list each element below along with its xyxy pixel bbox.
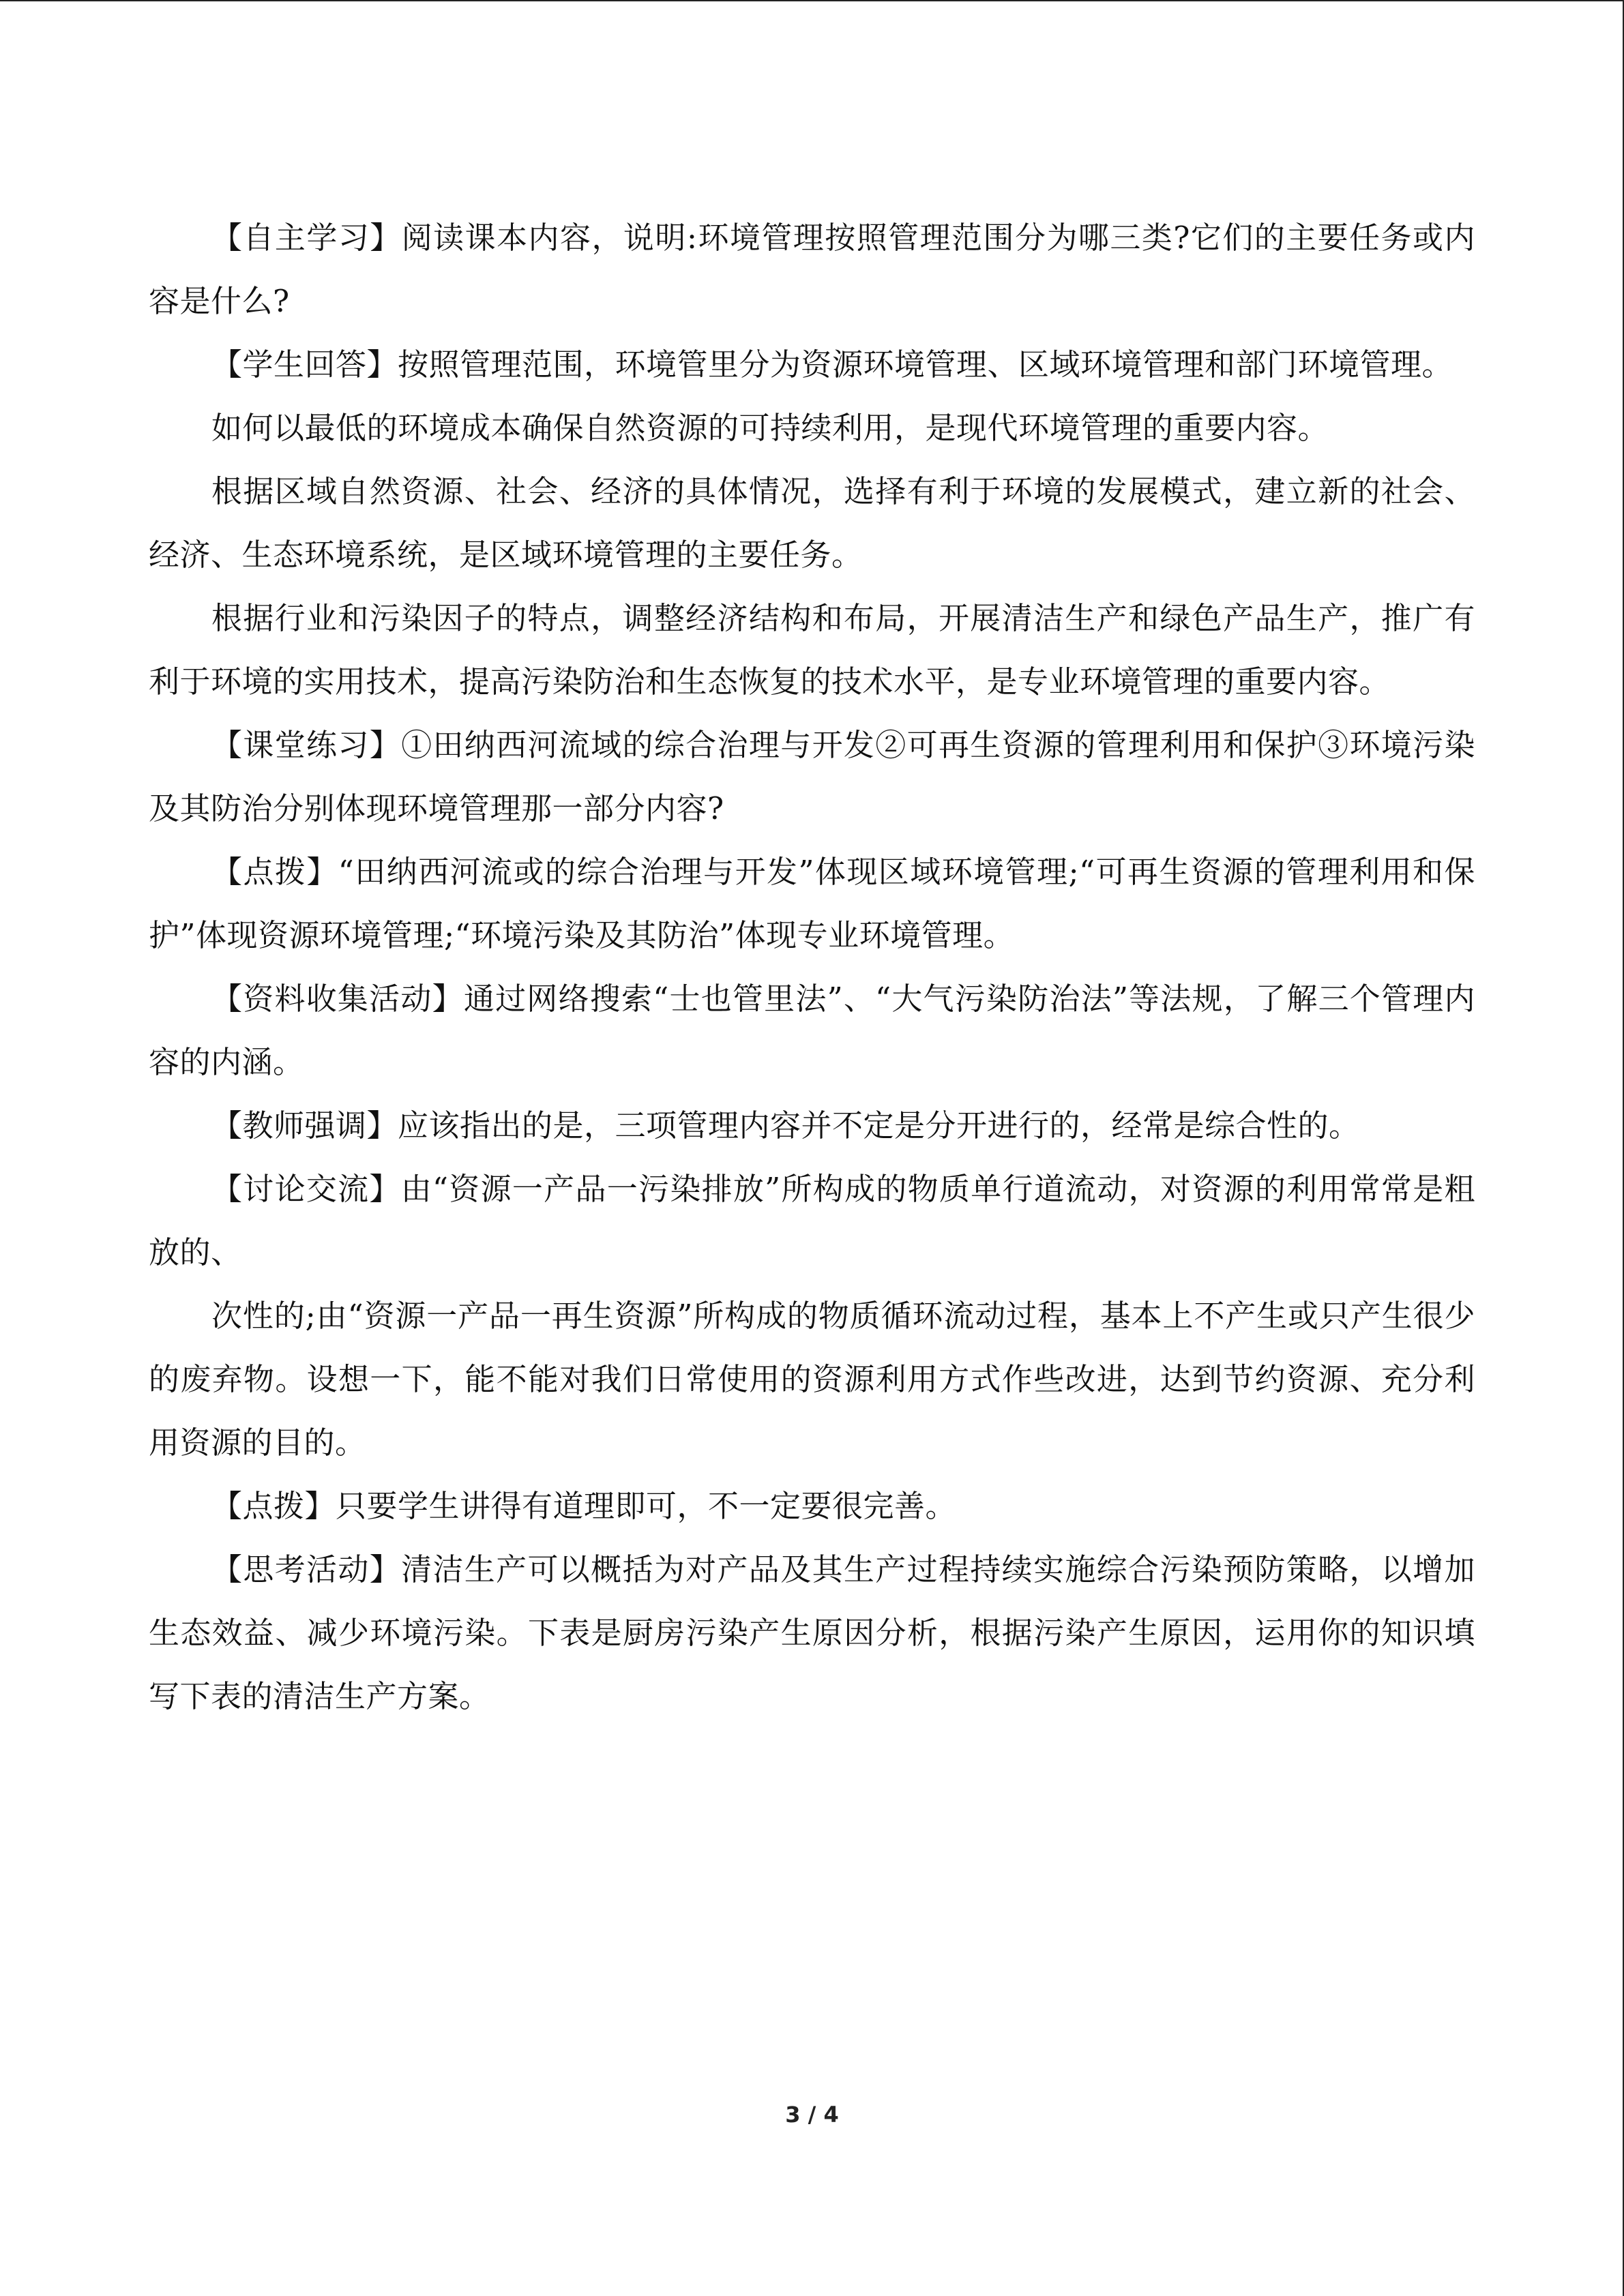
paragraph-class-exercise: 【课堂练习】①田纳西河流域的综合治理与开发②可再生资源的管理利用和保护③环境污染及其防治分别体现环境管理那一部分内容? (149, 727, 1475, 826)
page-number: 3 / 4 (785, 2102, 839, 2128)
paragraph-resource-management: 如何以最低的环境成本确保自然资源的可持续利用，是现代环境管理的重要内容。 (211, 410, 1329, 446)
paragraph-regional-management: 根据区域自然资源、社会、经济的具体情况，选择有利于环境的发展模式，建立新的社会、经济、生态环境系统，是区域环境管理的主要任务。 (149, 473, 1475, 573)
paragraph-guidance-1: 【点拨】“田纳西河流或的综合治理与开发”体现区域环境管理;“可再生资源的管理利用和保护”体现资源环境管理;“环境污染及其防治”体现专业环境管理。 (149, 854, 1475, 953)
paragraph-thinking-activity: 【思考活动】清洁生产可以概括为对产品及其生产过程持续实施综合污染预防策略，以增加生态效益、减少环境污染。下表是厨房污染产生原因分析，根据污染产生原因，运用你的知识填写下表的清洁生产方案。 (149, 1551, 1475, 1714)
paragraph-discussion: 【讨论交流】由“资源一产品一污染排放”所构成的物质单行道流动，对资源的利用常常是粗放的、 (149, 1171, 1475, 1270)
page-content (149, 206, 1475, 1728)
paragraph-professional-management: 根据行业和污染因子的特点，调整经济结构和布局，开展清洁生产和绿色产品生产，推广有利于环境的实用技术，提高污染防治和生态恢复的技术水平，是专业环境管理的重要内容。 (149, 600, 1475, 700)
paragraph-research-activity: 【资料收集活动】通过网络搜索“士也管里法”、“大气污染防治法”等法规，了解三个管理内容的内涵。 (149, 981, 1475, 1080)
paragraph-discussion-continued: 次性的;由“资源一产品一再生资源”所构成的物质循环流动过程，基本上不产生或只产生很少的废弃物。设想一下，能不能对我们日常使用的资源利用方式作些改进，达到节约资源、充分利用资源的目的。 (149, 1298, 1475, 1461)
paragraph-teacher-emphasis: 【教师强调】应该指出的是，三项管理内容并不定是分开进行的，经常是综合性的。 (211, 1107, 1360, 1144)
paragraph-guidance-2: 【点拨】只要学生讲得有道理即可，不一定要很完善。 (211, 1488, 957, 1524)
paragraph-student-answer: 【学生回答】按照管理范围，环境管里分为资源环境管理、区域环境管理和部门环境管理。 (211, 346, 1453, 383)
paragraph-self-study: 【自主学习】阅读课本内容，说明:环境管理按照管理范围分为哪三类?它们的主要任务或内容是什么? (149, 220, 1475, 319)
